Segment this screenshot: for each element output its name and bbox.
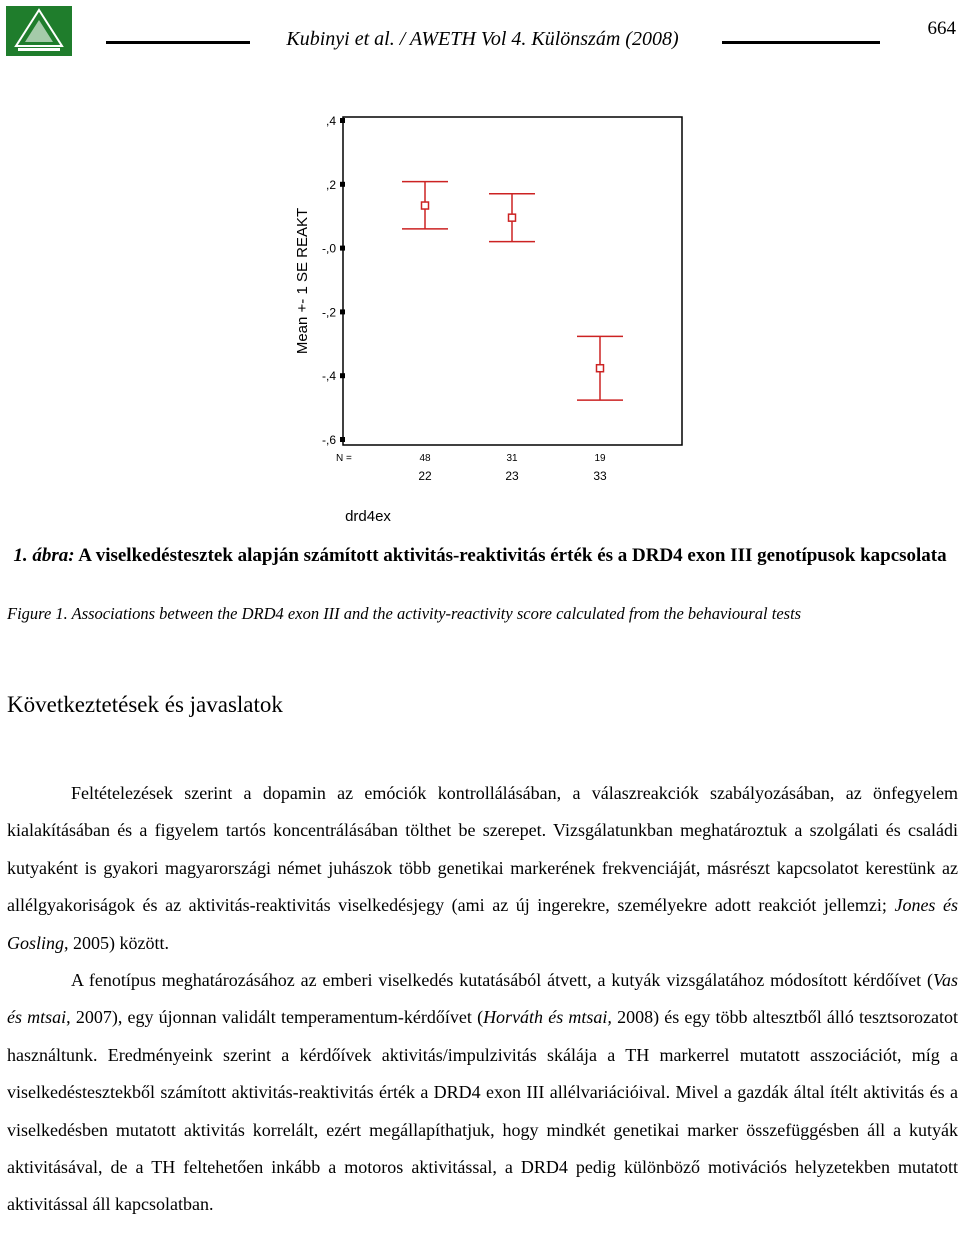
mean-marker — [597, 365, 604, 372]
y-tick-mark — [340, 373, 345, 378]
page-number: 664 — [927, 18, 956, 39]
y-tick-mark — [340, 309, 345, 314]
y-tick-label: -,0 — [321, 241, 336, 256]
plot-frame — [343, 117, 682, 445]
y-axis-label: Mean +- 1 SE REAKT — [294, 207, 311, 355]
n-label: N = — [336, 453, 352, 464]
body-text — [7, 775, 958, 1224]
figure-caption-en: Figure 1. Associations between the DRD4 exon III and the activity-reactivity score calculated from the behavioural tests — [7, 604, 802, 623]
x-tick-label: 33 — [593, 469, 607, 483]
section-title: Következtetések és javaslatok — [7, 692, 283, 717]
journal-logo — [6, 6, 72, 56]
header-rule-right — [722, 41, 880, 44]
y-tick-label: -,4 — [321, 369, 336, 384]
n-value: 48 — [419, 453, 431, 464]
y-tick-mark — [340, 182, 345, 187]
y-tick-label: ,2 — [325, 177, 336, 192]
n-value: 19 — [594, 453, 606, 464]
x-tick-label: 22 — [418, 469, 432, 483]
header-rule-left — [106, 41, 250, 44]
paragraph-2 — [7, 962, 958, 1224]
error-bar-chart — [280, 95, 700, 535]
y-tick-mark — [340, 118, 345, 123]
citation: Jones és Gosling — [7, 895, 958, 953]
citation: Vas és mtsai — [7, 970, 958, 1028]
y-tick-mark — [340, 437, 345, 442]
mean-marker — [422, 202, 429, 209]
paragraph-2-text-a: A fenotípus meghatározásához az emberi viselkedés kutatásából átvett, a kutyák vizsgálatához módosított kérdőívet ( — [71, 970, 933, 991]
x-axis-label: drd4ex — [345, 508, 391, 525]
running-header: Kubinyi et al. / AWETH Vol 4. Különszám (2008) — [286, 28, 679, 50]
citation: Horváth és mtsai, — [483, 1007, 612, 1028]
figure-label: 1. ábra: — [13, 545, 75, 566]
y-tick-label: -,6 — [321, 433, 336, 447]
n-value: 31 — [506, 453, 518, 464]
paragraph-1-end: , 2005) között. — [64, 932, 170, 953]
mean-marker — [509, 214, 516, 221]
paragraph-2-text-c: 2008) és egy több altesztből álló tesztsorozatot használtunk. Eredményeink szerint a kérdőívek aktivitás/impulzivitás skálája a TH markerrel mutatott asszociációt, míg a viselkedéstesztekből számított aktivitás-reaktivitás érték a DRD4 exon III allélvariációival. Mivel a gazdák által ítélt aktivitás és a viselkedésben mutatott aktivitás korrelált, ezért megállapíthatjuk, hogy mindkét genetikai marker összefüggésben áll a kutyák aktivitásával, de a TH feltehetően inkább a motoros aktivitással, a DRD4 pedig különböző motivációs helyzetekben mutatott aktivitással áll kapcsolatban. — [7, 1007, 958, 1215]
y-tick-label: -,2 — [321, 305, 336, 320]
paragraph-1 — [7, 775, 958, 962]
x-tick-label: 23 — [505, 469, 519, 483]
paragraph-1-text: Feltételezések szerint a dopamin az emóciók kontrollálásában, a válaszreakciók szabályozásában, az önfegyelem kialakításában és a figyelem tartós koncentrálásában tölthet be szerepet. Vizsgálatunkban meghatároztuk a szolgálati és családi kutyaként is gyakori magyarországi német juhászok több genetikai markerének frekvenciáját, másrészt kapcsolatot kerestünk az allélgyakoriságok és az aktivitás-reaktivitás viselkedésjegy (ami az új ingerekre, személyekre adott reakciót jellemzi; — [7, 783, 958, 916]
y-tick-mark — [340, 246, 345, 251]
paragraph-2-text-b: , 2007), egy újonnan validált temperamentum-kérdőívet ( — [66, 1007, 484, 1028]
figure-caption-hu-text: A viselkedéstesztek alapján számított aktivitás-reaktivitás érték és a DRD4 exon III genotípusok kapcsolata — [74, 545, 947, 566]
y-tick-label: ,4 — [325, 114, 336, 128]
figure-caption-hu — [0, 542, 960, 569]
